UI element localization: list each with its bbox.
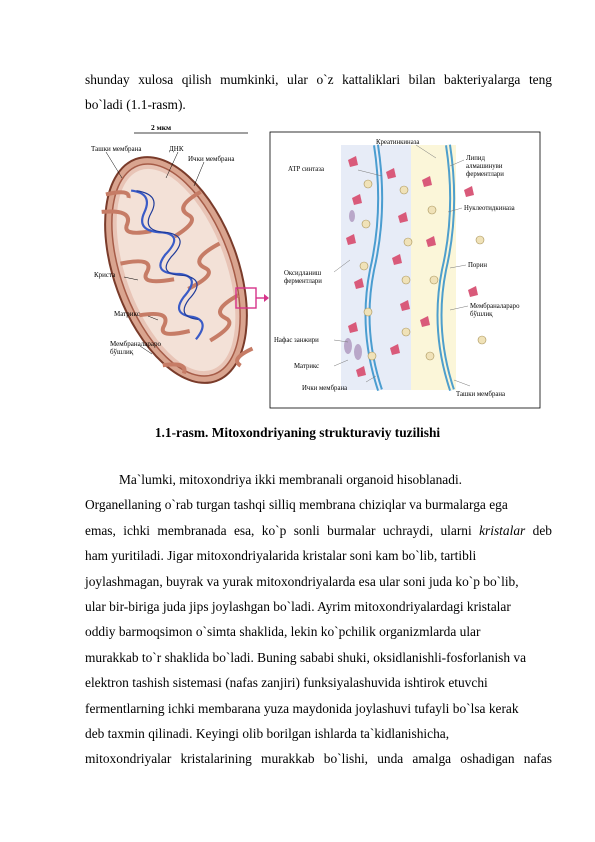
intro-line: shunday xulosa qilish mumkinki, ular o`z kattaliklari bilan bakteriyalarga teng [85,72,552,87]
label-crista: Криста [94,271,116,279]
label-respiratory-chain: Нафас занжири [274,337,319,344]
label-lipid-3: ферментлари [466,171,504,178]
label-atp-synthase: АТР синтаза [288,166,325,173]
mitochondrion-cutaway [86,123,275,402]
label-inner-membrane: Ички мембрана [188,155,235,163]
label-creatine-kinase: Креатинкиназа [376,139,420,146]
term-kristalar: kristalar [479,522,526,538]
label-porin: Порин [468,262,487,269]
label-intermembrane-right-1: Мембраналараро [470,303,520,310]
zoom-arrowhead [264,294,269,302]
label-oxidation-2: ферментлари [284,278,322,285]
label-lipid-1: Липид [466,155,485,162]
label-outer-membrane: Ташки мембрана [91,145,142,153]
label-dna: ДНК [169,145,184,153]
body-line: ham yuritiladi. Jigar mitoxondriyalarida kristalar soni kam bo`lib, tartibli [85,548,477,564]
intro-line: bo`ladi (1.1-rasm). [85,97,186,113]
label-matrix: Матрикс [114,310,140,318]
membrane-detail-panel [270,132,540,408]
body-line [85,518,552,543]
body-line: Organellaning o`rab turgan tashqi silliq membrana chiziqlar va burmalarga ega [85,497,508,513]
mitochondria-diagram [86,120,546,415]
body-line: ular bir-biriga juda jips joylashgan bo`ladi. Ayrim mitoxondriyalardagi kristalar [85,599,511,615]
label-outer-membrane-right: Ташки мембрана [456,391,506,398]
body-line: joylashmagan, buyrak va yurak mitoxondriyalarda esa ular soni juda ko`p bo`lib, [85,573,519,589]
body-line: Ma`lumki, mitoxondriya ikki membranali organoid hisoblanadi. [119,472,463,487]
label-matrix-right: Матрикс [294,363,320,370]
label-intermembrane-1: Мембраналараро [110,340,161,348]
body-line: murakkab to`r shaklida bo`ladi. Buning sababi shuki, oksidlanishli-fosforlanish va [85,649,527,665]
body-line: fermentlarning ichki membarana yuza maydonida joylashuvi tufayli bo`lsa kerak [85,700,519,716]
body-line: deb taxmin qilinadi. Keyingi olib borilgan ishlarda ta`kidlanishicha, [85,726,450,742]
label-intermembrane-2: бўшлиқ [110,348,134,356]
intro-paragraph [85,67,552,118]
mitochondria-figure [86,120,546,420]
scale-label: 2 мкм [151,123,172,132]
label-oxidation-1: Оксидланиш [284,270,322,277]
figure-caption: 1.1-rasm. Mitoxondriyaning strukturaviy tuzilishi [154,425,441,440]
body-line: elektron tashish sistemasi (nafas zanjiri) funksiyalashuvida ishtirok etuvchi [85,675,488,691]
body-line: mitoxondriyalar kristalarining murakkab bo`lishi, unda amalga oshadigan nafas [85,751,552,767]
label-lipid-2: алмашинуви [466,163,503,170]
body-line-segment: deb [532,522,552,538]
label-intermembrane-right-2: бўшлиқ [470,311,493,318]
matrix-region [341,145,411,390]
body-paragraph [85,467,552,772]
body-line-segment: emas, ichki membranada esa, ko`p sonli burmalar uchraydi, ularni [85,522,472,538]
label-nucleotidase: Нуклеотидкиназа [464,205,515,212]
label-inner-membrane-right: Ички мембрана [302,385,348,392]
body-line: oddiy barmoqsimon o`simta shaklida, lekin ko`pchilik organizmlarda ular [85,624,481,640]
